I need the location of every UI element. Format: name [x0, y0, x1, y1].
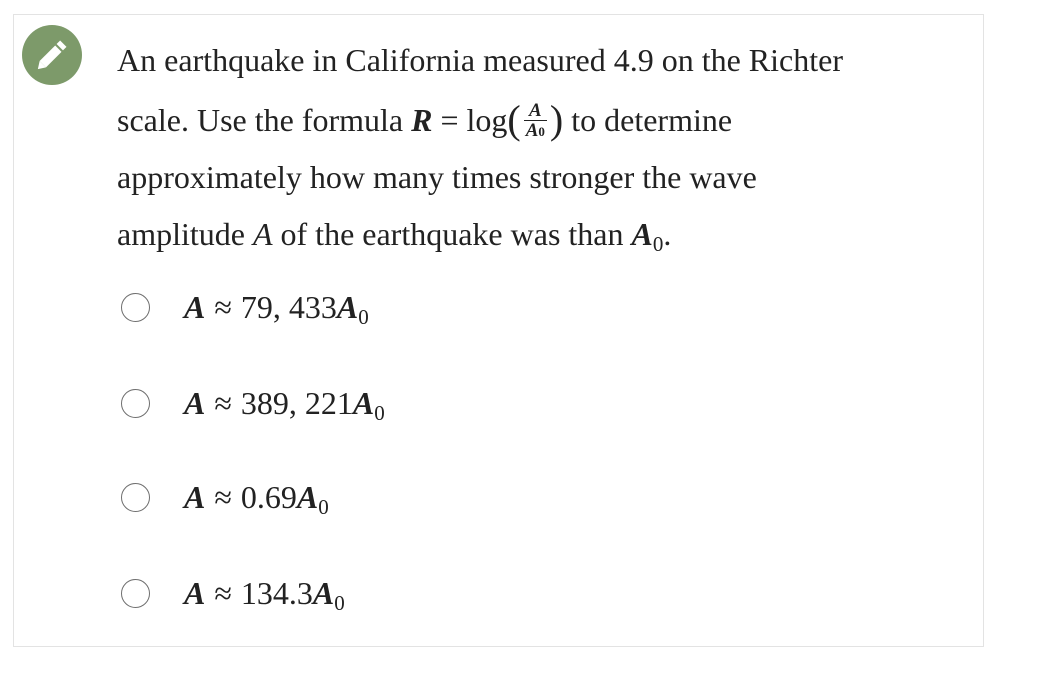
formula-equals: = — [440, 102, 459, 138]
formula-denominator — [524, 121, 547, 141]
formula-log: log — [466, 102, 508, 138]
formula-denominator-sub: 0 — [538, 123, 545, 139]
option-var: A — [184, 384, 206, 421]
radio-button[interactable] — [121, 483, 150, 512]
answer-option-label — [184, 478, 329, 519]
question-line-2-before: scale. Use the formula — [117, 102, 404, 138]
option-var: A — [184, 288, 206, 325]
answer-option-2[interactable] — [121, 384, 385, 425]
answer-option-label — [184, 288, 369, 329]
option-amplitude-sub: 0 — [358, 304, 369, 329]
formula-fraction — [524, 101, 547, 141]
question-line-4 — [117, 206, 977, 267]
radio-button[interactable] — [121, 389, 150, 418]
formula-variable-r: R — [411, 102, 433, 138]
answer-option-1[interactable] — [121, 288, 369, 329]
question-line-2 — [117, 89, 977, 149]
question-line-3: approximately how many times stronger the wave — [117, 159, 757, 195]
option-amplitude-var: A — [296, 478, 319, 515]
answer-option-4[interactable] — [121, 574, 345, 615]
option-amplitude-var: A — [312, 574, 335, 611]
radio-button[interactable] — [121, 293, 150, 322]
answer-option-label — [184, 574, 345, 615]
radio-button[interactable] — [121, 579, 150, 608]
approx-symbol: ≈ — [214, 574, 232, 611]
option-amplitude-var: A — [336, 288, 359, 325]
approx-symbol: ≈ — [214, 288, 232, 325]
approx-symbol: ≈ — [214, 384, 232, 421]
question-text — [117, 32, 977, 267]
reference-amplitude-sub: 0 — [652, 232, 664, 256]
option-var: A — [184, 478, 206, 515]
option-value: 0.69 — [240, 478, 297, 515]
option-value: 134.3 — [240, 574, 313, 611]
reference-amplitude-var: A — [631, 216, 653, 252]
option-amplitude-sub: 0 — [318, 494, 329, 519]
option-amplitude-var: A — [352, 384, 375, 421]
option-value: 389, 221 — [240, 384, 353, 421]
answer-option-3[interactable] — [121, 478, 329, 519]
approx-symbol: ≈ — [214, 478, 232, 515]
answer-option-label — [184, 384, 385, 425]
question-line-4-mid: of the earthquake was than — [280, 216, 624, 252]
question-line-4-end: . — [663, 216, 672, 252]
option-amplitude-sub: 0 — [374, 400, 385, 425]
pencil-icon — [22, 25, 82, 85]
option-amplitude-sub: 0 — [334, 590, 345, 615]
question-line-2-after: to determine — [571, 102, 733, 138]
formula-right-paren: ) — [549, 97, 564, 142]
option-var: A — [184, 574, 206, 611]
option-value: 79, 433 — [240, 288, 337, 325]
formula-numerator: A — [524, 101, 547, 121]
formula-left-paren: ( — [507, 97, 521, 142]
question-line-1: An earthquake in California measured 4.9 on the Richter — [117, 42, 843, 78]
question-line-4-before: amplitude — [117, 216, 245, 252]
amplitude-variable: A — [252, 216, 273, 252]
formula-denominator-var: A — [525, 119, 539, 141]
